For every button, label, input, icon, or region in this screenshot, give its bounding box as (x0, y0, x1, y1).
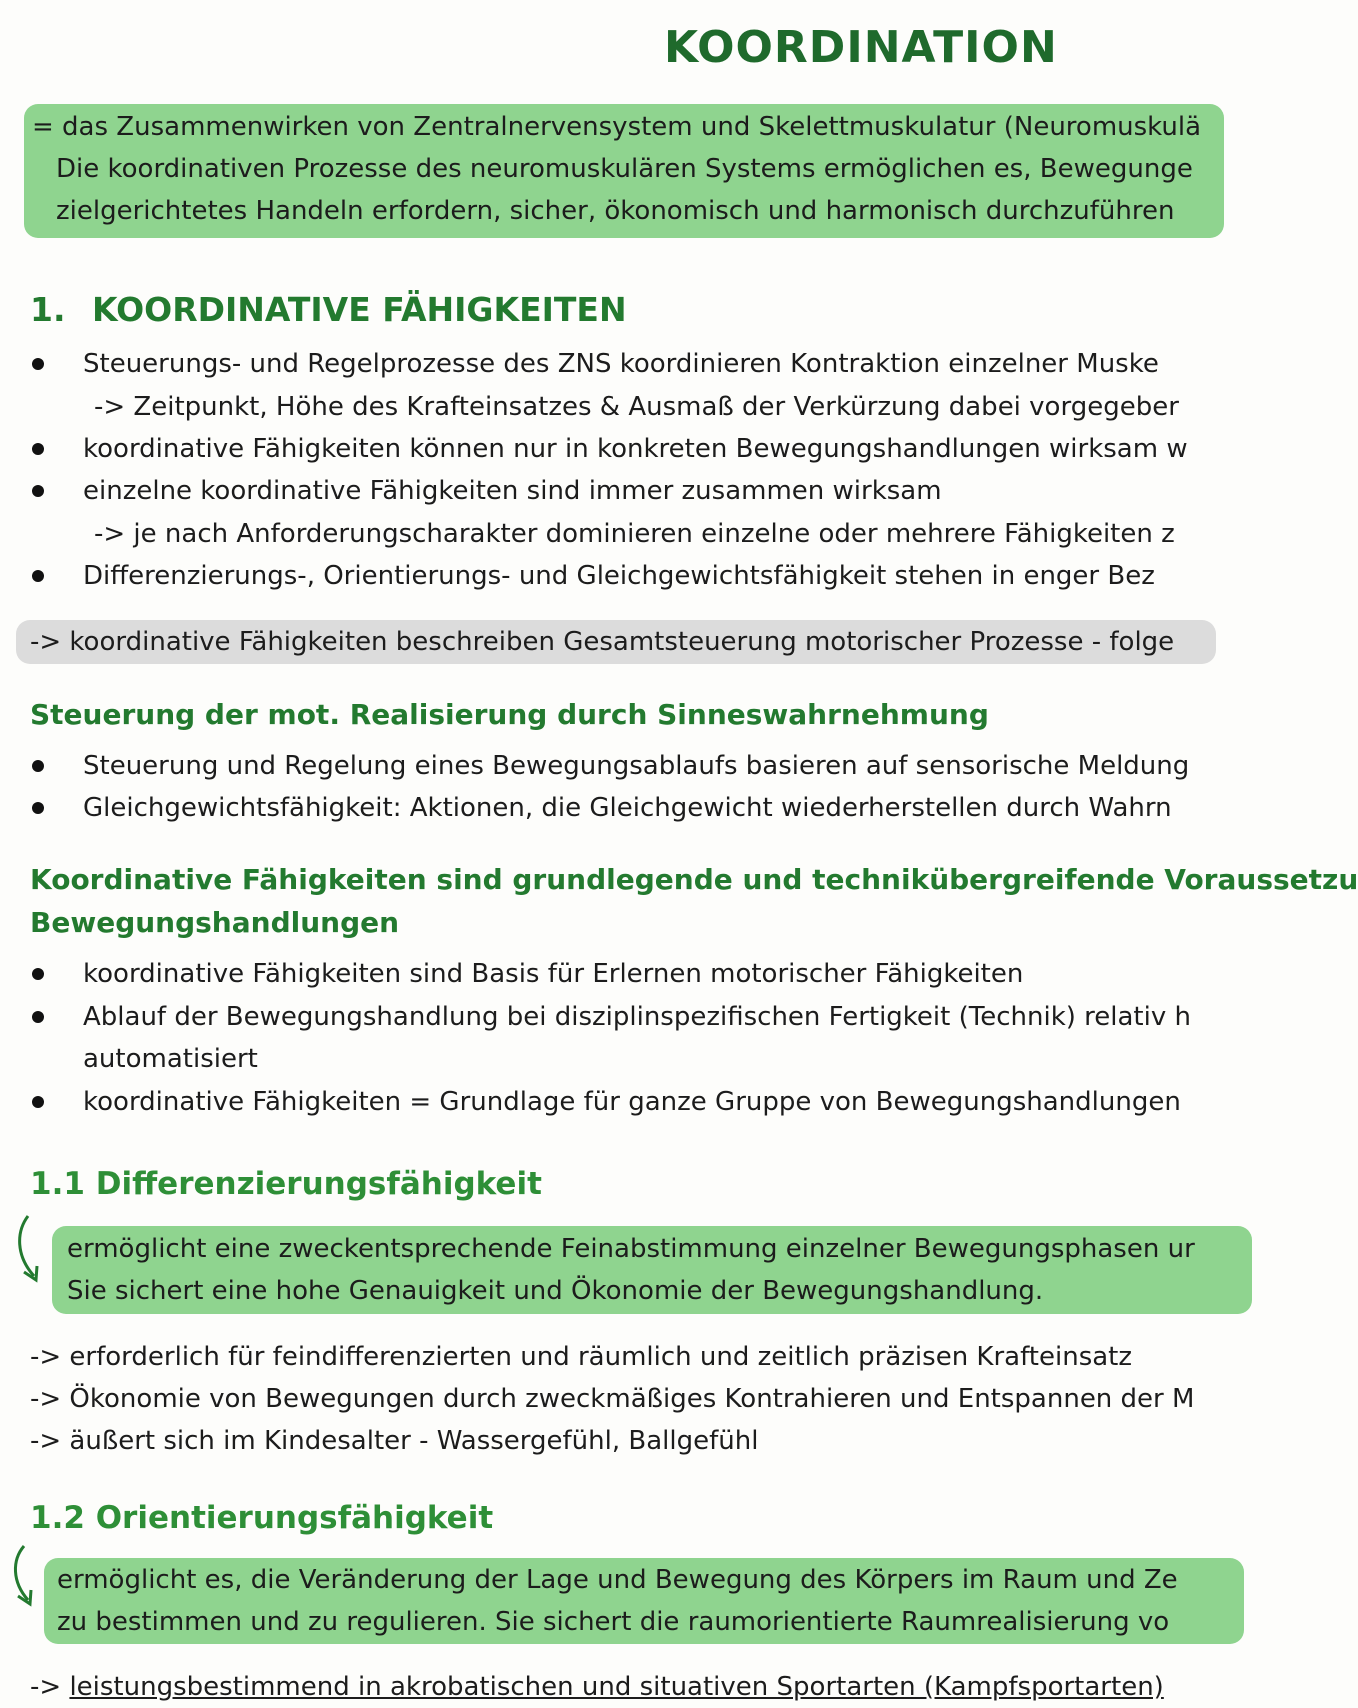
list-item: koordinative Fähigkeiten = Grundlage für ganze Gruppe von Bewegungshandlungen (83, 1087, 1181, 1117)
note-line: -> erforderlich für feindifferenzierten und räumlich und zeitlich präzisen Krafteinsatz (30, 1342, 1133, 1372)
bullet-icon (32, 570, 44, 582)
definition-line: zu bestimmen und zu regulieren. Sie sichert die raumorientierte Raumrealisierung vo (57, 1607, 1170, 1637)
list-item-note: -> Zeitpunkt, Höhe des Krafteinsatzes & Ausmaß der Verkürzung dabei vorgegeber (94, 392, 1179, 422)
list-item: Differenzierungs-, Orientierungs- und Gleichgewichtsfähigkeit stehen in enger Bez (83, 561, 1155, 591)
definition-line: = das Zusammenwirken von Zentralnervensystem und Skelettmuskulatur (Neuromuskulä (32, 112, 1202, 142)
list-item: koordinative Fähigkeiten sind Basis für Erlernen motorischer Fähigkeiten (83, 959, 1024, 989)
definition-line: Sie sichert eine hohe Genauigkeit und Ökonomie der Bewegungshandlung. (67, 1276, 1044, 1306)
bullet-icon (32, 802, 44, 814)
bullet-icon (32, 1011, 44, 1023)
subsection-heading: 1.1 Differenzierungsfähigkeit (30, 1166, 542, 1202)
definition-line: ermöglicht es, die Veränderung der Lage und Bewegung des Körpers im Raum und Ze (57, 1565, 1178, 1595)
bullet-icon (32, 968, 44, 980)
bullet-icon (32, 358, 44, 370)
subsection-heading: 1.2 Orientierungsfähigkeit (30, 1500, 494, 1536)
subheading: Koordinative Fähigkeiten sind grundlegende und technikübergreifende Voraussetzu (30, 863, 1358, 896)
list-item: Gleichgewichtsfähigkeit: Aktionen, die Gleichgewicht wiederherstellen durch Wahrn (83, 793, 1172, 823)
bullet-icon (32, 443, 44, 455)
bullet-icon (32, 760, 44, 772)
section-heading (30, 290, 627, 329)
bullet-icon (32, 1096, 44, 1108)
summary-text: -> koordinative Fähigkeiten beschreiben Gesamtsteuerung motorischer Prozesse - folge (30, 627, 1175, 657)
note-line: -> Ökonomie von Bewegungen durch zweckmäßiges Kontrahieren und Entspannen der M (30, 1384, 1195, 1414)
subheading: Steuerung der mot. Realisierung durch Sinneswahrnehmung (30, 698, 989, 731)
list-item-note: -> je nach Anforderungscharakter dominieren einzelne oder mehrere Fähigkeiten z (94, 519, 1175, 549)
note-line: -> äußert sich im Kindesalter - Wassergefühl, Ballgefühl (30, 1426, 759, 1456)
definition-line: zielgerichtetes Handeln erfordern, sicher, ökonomisch und harmonisch durchzuführen (56, 196, 1175, 226)
list-item: Ablauf der Bewegungshandlung bei disziplinspezifischen Fertigkeit (Technik) relativ h (83, 1002, 1191, 1032)
note-line (30, 1666, 1164, 1708)
bullet-icon (32, 485, 44, 497)
list-item-continued: automatisiert (83, 1044, 258, 1074)
list-item: Steuerung und Regelung eines Bewegungsablaufs basieren auf sensorische Meldung (83, 751, 1190, 781)
curved-arrow-icon (6, 1542, 40, 1612)
page-title: KOORDINATION (664, 22, 1058, 73)
list-item: Steuerungs- und Regelprozesse des ZNS koordinieren Kontraktion einzelner Muske (83, 349, 1159, 379)
list-item: einzelne koordinative Fähigkeiten sind immer zusammen wirksam (83, 476, 942, 506)
underlined-text: leistungsbestimmend in akrobatischen und situativen Sportarten (Kampfsportarten) (69, 1672, 1164, 1702)
arrow-prefix: -> (30, 1672, 70, 1702)
subheading: Bewegungshandlungen (30, 906, 400, 939)
section-title: KOORDINATIVE FÄHIGKEITEN (92, 290, 627, 329)
definition-line: Die koordinativen Prozesse des neuromuskulären Systems ermöglichen es, Bewegunge (56, 154, 1193, 184)
curved-arrow-icon (10, 1212, 46, 1288)
definition-line: ermöglicht eine zweckentsprechende Feinabstimmung einzelner Bewegungsphasen ur (67, 1234, 1195, 1264)
list-item: koordinative Fähigkeiten können nur in konkreten Bewegungshandlungen wirksam w (83, 434, 1188, 464)
section-number: 1. (30, 290, 66, 329)
